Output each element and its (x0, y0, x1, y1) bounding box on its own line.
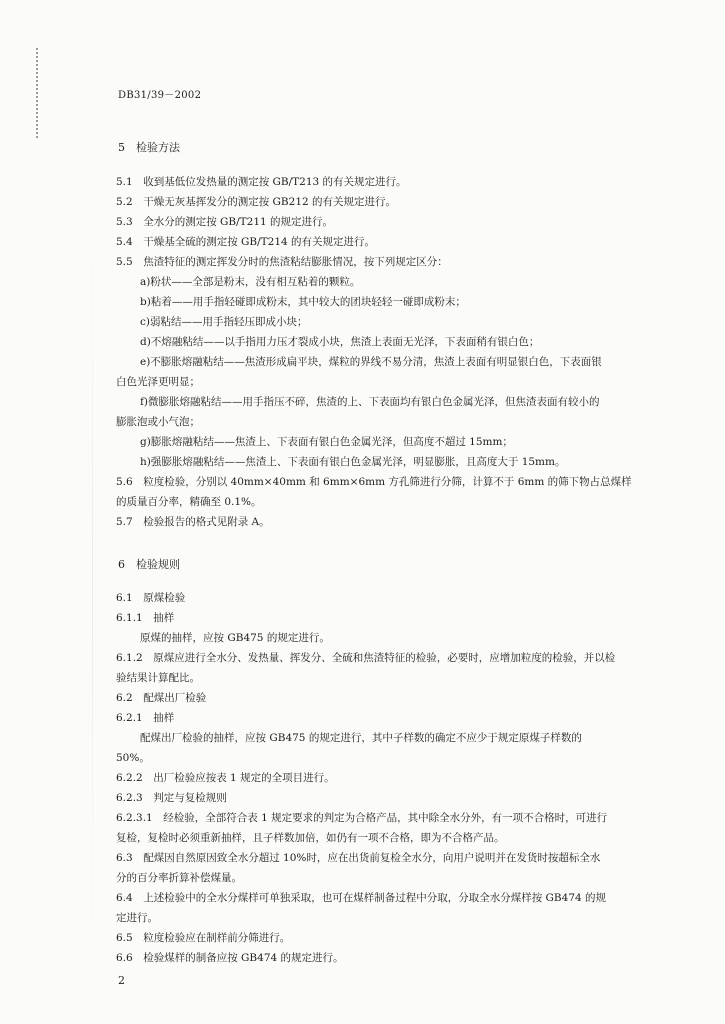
clause-6-1: 6.1 原煤检验 (116, 592, 186, 604)
clause-5-5-g: g)膨胀熔融粘结——焦渣上、下表面有银白色金属光泽，但高度不超过 15mm； (140, 436, 513, 448)
clause-6-6: 6.6 检验煤样的制备应按 GB474 的规定进行。 (116, 952, 344, 964)
clause-5-5-e-cont: 白色光泽更明显； (116, 376, 200, 388)
clause-5-6-cont: 的质量百分率，精确至 0.1%。 (116, 496, 262, 508)
clause-6-2-3: 6.2.3 判定与复检规则 (116, 792, 227, 804)
clause-5-4: 5.4 干燥基全硫的测定按 GB/T214 的有关规定进行。 (116, 236, 376, 248)
clause-5-6: 5.6 粒度检验，分别以 40mm×40mm 和 6mm×6mm 方孔筛进行分筛，计算不于 6mm 的筛下物占总煤样 (116, 476, 632, 488)
clause-5-5-b: b)粘着——用手指轻碰即成粉末，其中较大的团块轻轻一碰即成粉末； (140, 296, 466, 308)
standard-code-header: DB31/39－2002 (118, 90, 202, 101)
clause-6-3-cont: 分的百分率折算补偿煤量。 (116, 872, 242, 884)
clause-5-7: 5.7 检验报告的格式见附录 A。 (116, 516, 270, 528)
section-5-title: 5 检验方法 (118, 141, 180, 154)
clause-6-4: 6.4 上述检验中的全水分煤样可单独采取，也可在煤样制备过程中分取，分取全水分煤样按 GB474 的规 (116, 892, 607, 904)
clause-6-2-2: 6.2.2 出厂检验应按表 1 规定的全项目进行。 (116, 772, 335, 784)
clause-6-2-3-1-cont: 复检，复检时必须重新抽样，且子样数加倍，如仍有一项不合格，即为不合格产品。 (116, 832, 505, 844)
page-number: 2 (118, 974, 125, 987)
section-6-title: 6 检验规则 (118, 558, 180, 571)
clause-5-1: 5.1 收到基低位发热量的测定按 GB/T213 的有关规定进行。 (116, 176, 407, 188)
clause-6-1-2-cont: 验结果计算配比。 (116, 672, 200, 684)
clause-6-3: 6.3 配煤因自然原因致全水分超过 10%时，应在出货前复检全水分，向用户说明并在发货时按超标全水 (116, 852, 601, 864)
clause-5-5: 5.5 焦渣特征的测定挥发分时的焦渣粘结膨胀情况，按下列规定区分： (116, 256, 448, 268)
binding-hole-marks (36, 48, 40, 138)
clause-6-1-1: 6.1.1 抽样 (116, 612, 175, 624)
clause-5-2: 5.2 干燥无灰基挥发分的测定按 GB212 的有关规定进行。 (116, 196, 397, 208)
clause-6-2: 6.2 配煤出厂检验 (116, 692, 207, 704)
clause-5-5-d: d)不熔融粘结——以手指用力压才裂成小块，焦渣上表面无光泽，下表面稍有银白色； (140, 336, 540, 348)
clause-6-4-cont: 定进行。 (116, 912, 158, 924)
clause-6-2-1-text: 配煤出厂检验的抽样，应按 GB475 的规定进行，其中子样数的确定不应少于规定原煤子样数的 (140, 732, 582, 744)
clause-6-2-1: 6.2.1 抽样 (116, 712, 175, 724)
clause-5-5-f: f)微膨胀熔融粘结——用手指压不碎，焦渣的上、下表面均有银白色金属光泽，但焦渣表面有较小的 (140, 396, 600, 408)
clause-5-5-h: h)强膨胀熔融粘结——焦渣上、下表面有银白色金属光泽，明显膨胀，且高度大于 15mm。 (140, 456, 566, 468)
clause-5-5-a: a)粉状——全部是粉末，没有相互粘着的颗粒。 (140, 276, 361, 288)
scan-shadow (92, 200, 93, 980)
clause-6-2-1-cont: 50%。 (116, 752, 150, 764)
clause-5-5-f-cont: 膨胀泡或小气泡； (116, 416, 200, 428)
clause-6-1-2: 6.1.2 原煤应进行全水分、发热量、挥发分、全硫和焦渣特征的检验，必要时，应增加粒度的检验，并以检 (116, 652, 616, 664)
clause-6-5: 6.5 粒度检验应在制样前分筛进行。 (116, 932, 291, 944)
clause-5-5-c: c)弱粘结——用手指轻压即成小块； (140, 316, 308, 328)
clause-5-5-e: e)不膨胀熔融粘结——焦渣形成扁平块，煤粒的界线不易分清，焦渣上表面有明显银白色，下表面银 (140, 356, 602, 368)
clause-6-2-3-1: 6.2.3.1 经检验，全部符合表 1 规定要求的判定为合格产品，其中除全水分外，有一项不合格时，可进行 (116, 812, 608, 824)
clause-5-3: 5.3 全水分的测定按 GB/T211 的规定进行。 (116, 216, 334, 228)
clause-6-1-1-text: 原煤的抽样，应按 GB475 的规定进行。 (140, 632, 330, 644)
